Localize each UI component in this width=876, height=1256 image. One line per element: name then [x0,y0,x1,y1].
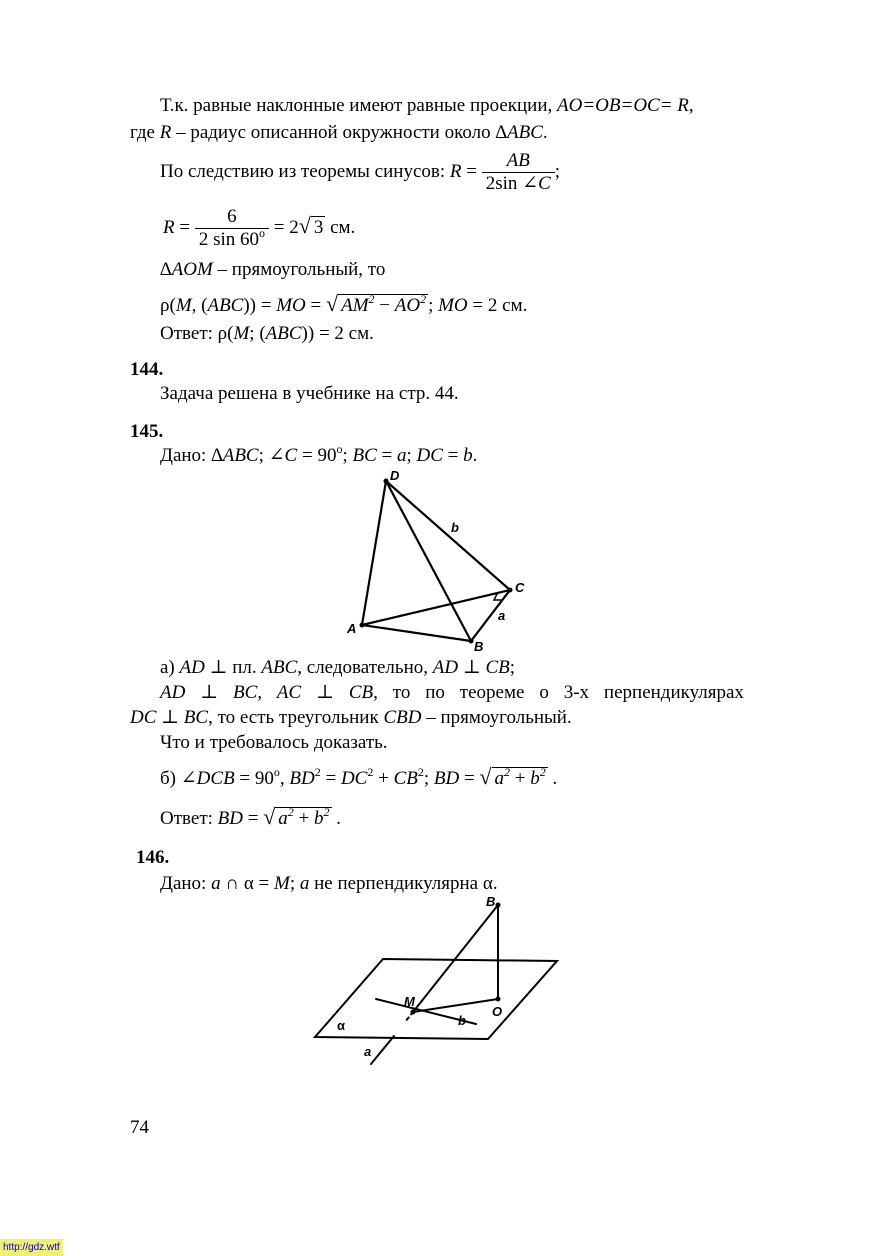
label-side-a: a [498,608,506,623]
label-fig2-b-line: b [458,1013,466,1028]
label-fig2-m: M [404,994,415,1009]
label-fig2-a: a [364,1044,372,1059]
right-angle-mark [494,594,502,600]
problem-number-144: 144. [130,359,164,380]
text-line-1: Т.к. равные наклонные имеют равные проекции, AO=OB=OC= R, [160,95,694,116]
problem-145-given: Дано: ∆ABC; ∠C = $90^o$; BC = a; DC = b. [160,442,478,466]
label-side-b: b [451,520,459,535]
projection-mo [413,999,498,1012]
watermark-link[interactable]: http://gdz.wtf [0,1239,63,1256]
text-line-aom: ∆AOM – прямоугольный, то [160,259,386,280]
answer-143: Ответ: ρ(M; (ABC)) = 2 см. [160,323,374,344]
solution-145-b: б) ∠DCB = $90^o$, $BD^2 = DC^2 + CB^2$; BD = √ $a^2 + b^2$ . [160,764,558,789]
edge-da [362,481,386,625]
label-a: A [347,621,357,636]
sine-theorem-line: По следствию из теоремы синусов: R = $\frac{AB}{2\sin \angle C}$ ; [160,150,561,195]
label-b: B [474,639,484,654]
edge-ab [362,625,471,641]
label-d: D [390,468,400,483]
edge-dc [386,481,510,590]
r-computation-line: R = $\frac{6}{2 \sin 60^o}$ = 2√ 3 см. [163,206,356,251]
answer-145: Ответ: BD = √ $a^2 + b^2$ . [160,804,341,829]
page-number: 74 [130,1117,149,1138]
label-fig2-alpha: α [337,1018,345,1033]
plane-alpha [315,959,557,1039]
line-a-below-plane [371,1036,394,1064]
solution-145-justified: AD ⊥ BC, AC ⊥ CB, то по теореме о 3-х перпендикулярах [160,682,744,703]
label-fig2-o: O [492,1004,503,1019]
problem-number-145: 145. [130,421,164,442]
solution-145-a: а) AD ⊥ пл. ABC, следовательно, AD ⊥ CB; [160,657,516,678]
fraction-ab-over-2sinc: $\frac{AB}{2\sin \angle C}$ [482,150,555,195]
problem-144-text: Задача решена в учебнике на стр. 44. [160,383,459,404]
problem-146-given: Дано: a ∩ α = M; a не перпендикулярна α. [160,873,498,894]
distance-formula-line: ρ(M, (ABC)) = MO = √ $AM^2 - AO^2$ ; MO = 2 см. [160,291,528,316]
text-line-2: где R – радиус описанной окружности около ∆ABC. [130,122,548,143]
qed-line: Что и требовалось доказать. [160,732,388,753]
label-fig2-b-point: B [486,894,496,909]
problem-number-146: 146. [136,847,170,868]
fraction-6-over-2sin60: $\frac{6}{2 \sin 60^o}$ [195,206,269,251]
label-c: C [515,580,525,595]
solution-145-c: DC ⊥ BC, то есть треугольник CBD – прямоугольный. [130,707,572,728]
